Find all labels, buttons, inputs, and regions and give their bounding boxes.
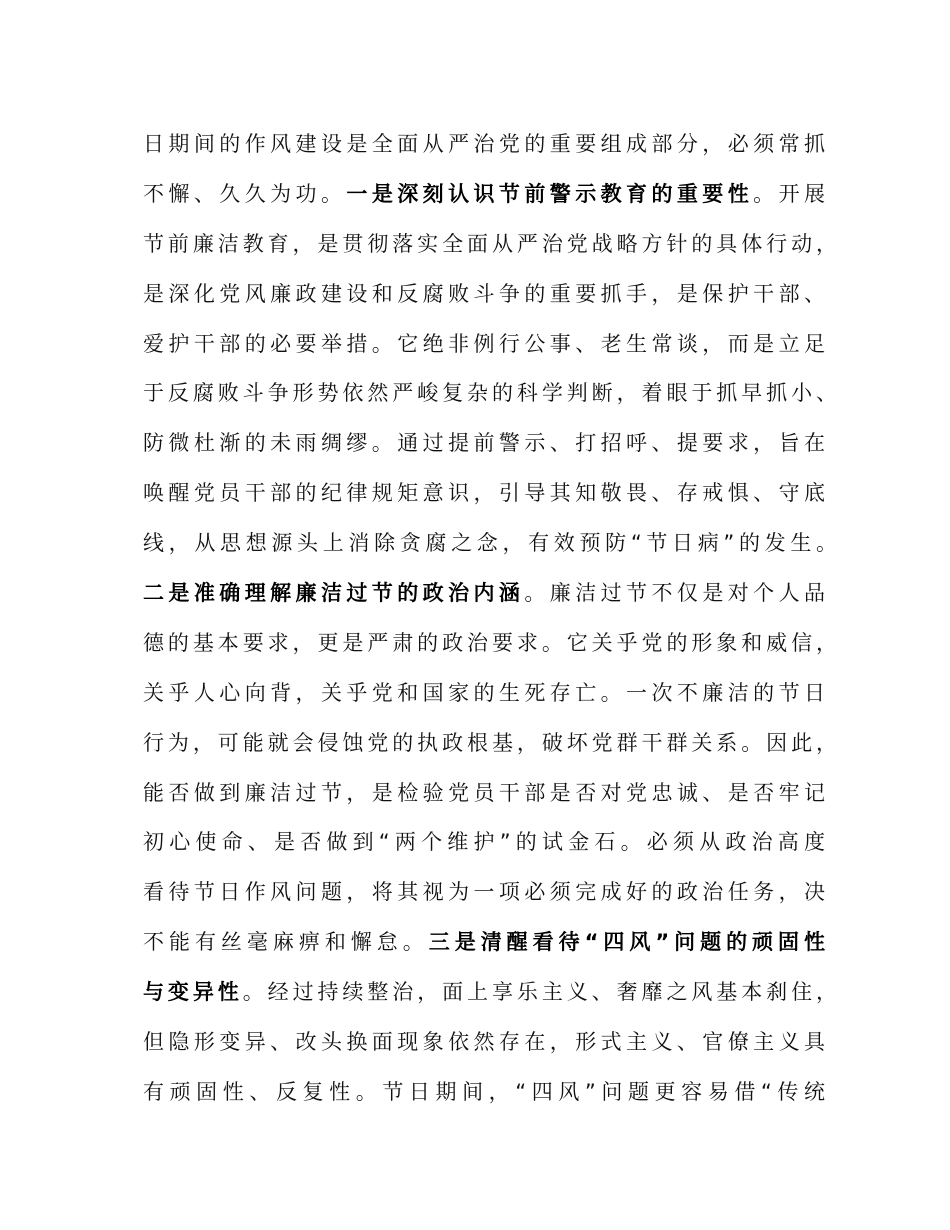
text-line xyxy=(143,473,825,523)
body-text: 防微杜渐的未雨绸缪。通过提前警示、打招呼、提要求，旨在 xyxy=(143,431,825,456)
text-line xyxy=(143,224,837,274)
body-text: 节前廉洁教育，是贯彻落实全面从严治党战略方针的具体行动， xyxy=(143,231,837,256)
text-line xyxy=(143,324,825,374)
text-line xyxy=(143,573,825,623)
text-line xyxy=(143,922,825,972)
bold-heading-text: 与变异性 xyxy=(143,980,243,1005)
text-line xyxy=(143,872,825,922)
text-line xyxy=(143,523,837,573)
bold-heading-text: 三是清醒看待“四风”问题的顽固性 xyxy=(428,930,826,955)
text-line xyxy=(143,822,825,872)
body-text: 不能有丝毫麻痹和懈怠。 xyxy=(143,930,429,955)
body-text: 于反腐败斗争形势依然严峻复杂的科学判断，着眼于抓早抓小、 xyxy=(143,381,837,406)
body-text: 能否做到廉洁过节，是检验党员干部是否对党忠诚、是否牢记 xyxy=(143,780,825,805)
text-line xyxy=(143,124,825,174)
bold-heading-text: 一是深刻认识节前警示教育的重要性 xyxy=(346,181,754,206)
text-line xyxy=(143,274,825,324)
body-text: 爱护干部的必要举措。它绝非例行公事、老生常谈，而是立足 xyxy=(143,331,825,356)
bold-heading-text: 二是准确理解廉洁过节的政治内涵 xyxy=(143,581,525,606)
text-line xyxy=(143,623,837,673)
body-text: 行为，可能就会侵蚀党的执政根基，破坏党群干群关系。因此， xyxy=(143,730,837,755)
body-text: 看待节日作风问题，将其视为一项必须完成好的政治任务，决 xyxy=(143,880,825,905)
text-line xyxy=(143,723,837,773)
text-line xyxy=(143,1072,825,1122)
text-line xyxy=(143,423,825,473)
body-text: 唤醒党员干部的纪律规矩意识，引导其知敬畏、存戒惧、守底 xyxy=(143,481,825,506)
body-text: 日期间的作风建设是全面从严治党的重要组成部分，必须常抓 xyxy=(143,132,825,156)
text-line xyxy=(143,373,837,423)
text-line xyxy=(143,174,825,224)
body-text: 初心使命、是否做到“两个维护”的试金石。必须从政治高度 xyxy=(143,830,825,855)
text-line xyxy=(143,773,825,823)
body-text: 关乎人心向背，关乎党和国家的生死存亡。一次不廉洁的节日 xyxy=(143,680,825,705)
document-page xyxy=(143,124,838,1122)
body-text: 是深化党风廉政建设和反腐败斗争的重要抓手，是保护干部、 xyxy=(143,281,825,306)
body-text: 线，从思想源头上消除贪腐之念，有效预防“节日病”的发生。 xyxy=(143,531,837,556)
text-line xyxy=(143,1022,825,1072)
body-text: 但隐形变异、改头换面现象依然存在，形式主义、官僚主义具 xyxy=(143,1030,825,1055)
body-text: 。廉洁过节不仅是对个人品 xyxy=(524,581,826,606)
text-line xyxy=(143,972,837,1022)
body-text: 有顽固性、反复性。节日期间，“四风”问题更容易借“传统 xyxy=(143,1079,825,1104)
body-text: 。经过持续整治，面上享乐主义、奢靡之风基本刹住， xyxy=(242,980,838,1005)
text-line xyxy=(143,673,825,723)
body-text: 。开展 xyxy=(753,181,826,206)
body-text: 不懈、久久为功。 xyxy=(143,181,347,206)
body-text: 德的基本要求，更是严肃的政治要求。它关乎党的形象和威信， xyxy=(143,630,837,655)
